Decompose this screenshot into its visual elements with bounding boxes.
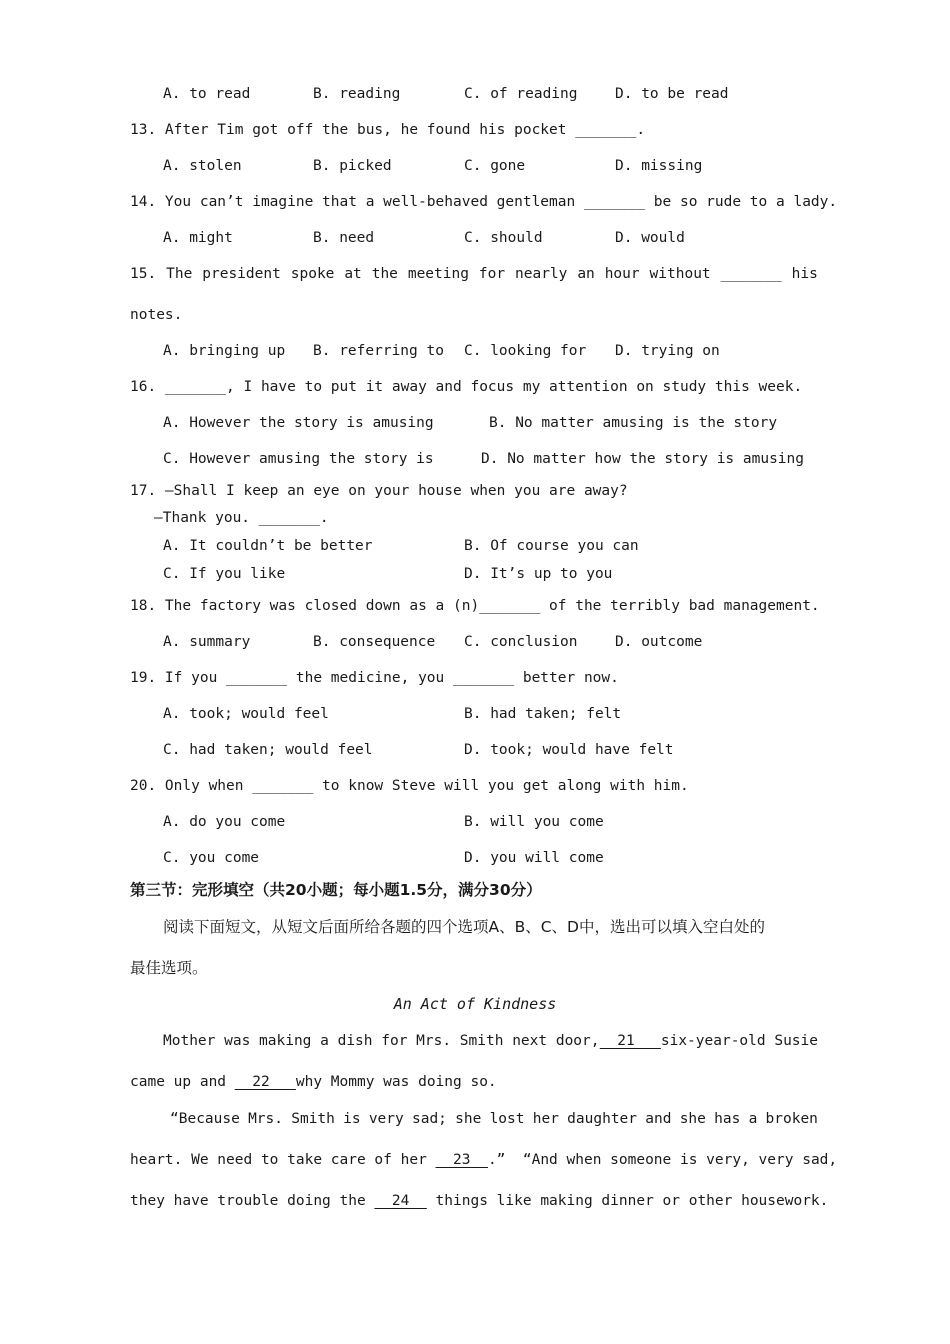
section-instructions-continued: 最佳选项。 <box>130 959 208 977</box>
q18-option-d: D. outcome <box>615 634 703 650</box>
q17-reply: —Thank you. _______. <box>154 510 329 526</box>
blank-23: 23 <box>435 1152 488 1168</box>
word: broken <box>765 1111 818 1127</box>
passage-text: Mother was making a dish for Mrs. Smith next door, <box>163 1033 600 1049</box>
q20-option-b: B. will you come <box>464 814 604 830</box>
passage-text: .” “And when someone is very, very sad, <box>487 1152 838 1168</box>
q19-option-b: B. had taken; felt <box>464 706 622 722</box>
q16-option-d: D. No matter how the story is amusing <box>481 451 805 467</box>
q17-stem: 17. —Shall I keep an eye on your house when you are away? <box>130 483 628 499</box>
answer-blank: _______ <box>720 266 782 282</box>
q18-option-c: C. conclusion <box>464 634 578 650</box>
q15-option-d: D. trying on <box>615 343 720 359</box>
blank-24: 24 <box>374 1193 427 1209</box>
q14-option-d: D. would <box>615 230 685 246</box>
passage-line <box>170 1110 818 1128</box>
word: very <box>368 1111 404 1127</box>
word: president <box>202 266 281 282</box>
passage-text: they have trouble doing the <box>130 1193 375 1209</box>
word: his <box>791 266 818 282</box>
q20-option-d: D. you will come <box>464 850 604 866</box>
word: the <box>371 266 398 282</box>
word: daughter <box>567 1111 638 1127</box>
word: her <box>532 1111 559 1127</box>
passage-line <box>130 1073 497 1091</box>
passage-text: heart. We need to take care of her <box>130 1152 436 1168</box>
word: spoke <box>290 266 335 282</box>
q19-stem: 19. If you _______ the medicine, you _______ better now. <box>130 670 619 686</box>
passage-text: why Mommy was doing so. <box>295 1074 497 1090</box>
word: has <box>714 1111 741 1127</box>
q20-option-a: A. do you come <box>163 814 286 830</box>
word: at <box>344 266 362 282</box>
q17-option-d: D. It’s up to you <box>464 566 613 582</box>
q13-option-d: D. missing <box>615 158 703 174</box>
q13-option-a: A. stolen <box>163 158 242 174</box>
word: lost <box>489 1111 525 1127</box>
section-instructions: 阅读下面短文，从短文后面所给各题的四个选项A、B、C、D中，选出可以填入空白处的 <box>163 918 765 936</box>
q13-option-c: C. gone <box>464 158 526 174</box>
passage-text: came up and <box>130 1074 235 1090</box>
word: she <box>679 1111 706 1127</box>
word: 15. <box>130 266 157 282</box>
word: for <box>478 266 506 282</box>
q15-option-a: A. bringing up <box>163 343 286 359</box>
q17-option-a: A. It couldn’t be better <box>163 538 373 554</box>
passage-text: six-year-old Susie <box>660 1033 818 1049</box>
word: The <box>166 266 193 282</box>
q12-option-d: D. to be read <box>615 86 729 102</box>
word: and <box>645 1111 672 1127</box>
blank-22: 22 <box>234 1074 296 1090</box>
q14-option-c: C. should <box>464 230 543 246</box>
q16-option-b: B. No matter amusing is the story <box>489 415 778 431</box>
q12-option-b: B. reading <box>313 86 401 102</box>
q14-option-b: B. need <box>313 230 375 246</box>
q20-stem: 20. Only when _______ to know Steve will you get along with him. <box>130 778 689 794</box>
q15-stem-continued: notes. <box>130 307 183 323</box>
q15-stem <box>130 265 818 283</box>
q20-option-c: C. you come <box>163 850 260 866</box>
word: a <box>748 1111 758 1127</box>
q19-option-a: A. took; would feel <box>163 706 329 722</box>
passage-title: An Act of Kindness <box>393 995 557 1013</box>
q15-option-c: C. looking for <box>464 343 587 359</box>
word: without <box>649 266 711 282</box>
word: is <box>343 1111 361 1127</box>
word: hour <box>604 266 640 282</box>
word: “Because <box>170 1111 240 1127</box>
section-heading: 第三节：完形填空（共20小题；每小题1.5分，满分30分） <box>130 881 542 899</box>
q14-option-a: A. might <box>163 230 233 246</box>
word: Mrs. <box>248 1111 283 1127</box>
passage-text: things like making dinner or other housework. <box>426 1193 829 1209</box>
q16-stem: 16. _______, I have to put it away and focus my attention on study this week. <box>130 379 803 395</box>
passage-line <box>130 1151 837 1169</box>
q17-option-b: B. Of course you can <box>464 538 639 554</box>
word: sad; <box>411 1111 447 1127</box>
word: Smith <box>291 1111 335 1127</box>
word: meeting <box>407 266 469 282</box>
q12-option-c: C. of reading <box>464 86 578 102</box>
q18-stem: 18. The factory was closed down as a (n)_______ of the terribly bad management. <box>130 598 820 614</box>
q19-option-c: C. had taken; would feel <box>163 742 373 758</box>
word: she <box>455 1111 482 1127</box>
q13-option-b: B. picked <box>313 158 392 174</box>
word: an <box>577 266 595 282</box>
passage-line <box>130 1192 828 1210</box>
passage-line <box>163 1032 818 1050</box>
q15-option-b: B. referring to <box>313 343 444 359</box>
q16-option-c: C. However amusing the story is <box>163 451 434 467</box>
blank-21: 21 <box>599 1033 661 1049</box>
q13-stem: 13. After Tim got off the bus, he found his pocket _______. <box>130 122 646 138</box>
q14-stem: 14. You can’t imagine that a well-behaved gentleman _______ be so rude to a lady. <box>130 194 838 210</box>
q16-option-a: A. However the story is amusing <box>163 415 434 431</box>
q19-option-d: D. took; would have felt <box>464 742 674 758</box>
q18-option-b: B. consequence <box>313 634 436 650</box>
word: nearly <box>515 266 568 282</box>
q12-option-a: A. to read <box>163 86 251 102</box>
q17-option-c: C. If you like <box>163 566 286 582</box>
q18-option-a: A. summary <box>163 634 251 650</box>
passage-blank-group <box>600 1032 818 1050</box>
